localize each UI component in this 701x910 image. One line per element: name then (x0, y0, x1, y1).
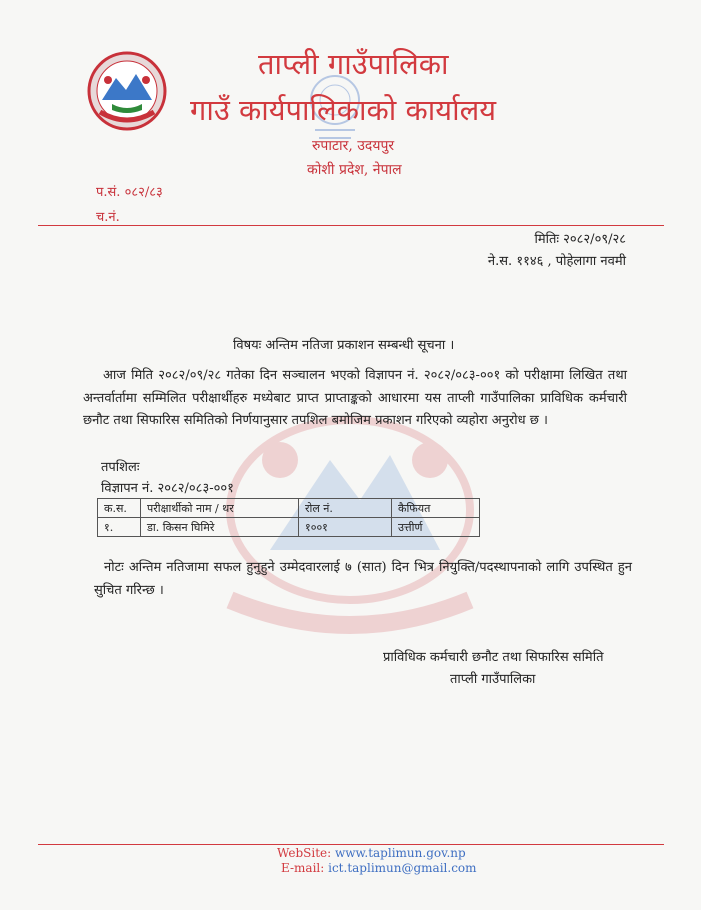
advertisement-number: विज्ञापन नं. २०८२/०८३-००१ (101, 481, 234, 496)
footer-website (277, 846, 466, 860)
notice-subject: विषयः अन्तिम नतिजा प्रकाशन सम्बन्धी सूचना । (233, 338, 455, 353)
address-line-2: कोशी प्रदेश, नेपाल (307, 162, 402, 178)
signatory-municipality: ताप्ली गाउँपालिका (450, 672, 536, 687)
signatory-committee: प्राविधिक कर्मचारी छनौट तथा सिफारिस समिति (383, 650, 604, 665)
notice-body: आज मिति २०८२/०९/२८ गतेका दिन सञ्चालन भएको विज्ञापन नं. २०८२/०८३-००१ को परीक्षामा लिखित तथा अन्तर्वार्तामा सम्मिलित परीक्षार्थीहरु मध्येबाट प्राप्त प्राप्ताङ्कको आधारमा यस ताप्ली गाउँपालिका प्राविधिक कर्मचारी छनौट तथा सिफारिस समितिको निर्णयानुसार तपशिल बमोजिम प्रकाशन गरिएको व्यहोरा अनुरोध छ । (83, 368, 627, 428)
website-link[interactable]: www.taplimun.gov.np (335, 846, 466, 860)
table-header-cell: कैफियत (392, 499, 480, 518)
municipality-name: ताप्ली गाउँपालिका (258, 47, 449, 81)
table-header-cell: क.स. (98, 499, 141, 518)
notice-note: नोटः अन्तिम नतिजामा सफल हुनुहुने उम्मेदवारलाई ७ (सात) दिन भित्र नियुक्ति/पदस्थापनाको लागि उपस्थित हुन सुचित गरिन्छ । (94, 560, 632, 598)
nepal-emblem-icon (86, 50, 168, 132)
table-row (98, 518, 480, 537)
reference-number: प.सं. ०८२/८३ (96, 185, 163, 200)
website-label: WebSite: (277, 846, 332, 860)
date: मितिः २०८२/०९/२८ (534, 232, 626, 247)
footer-divider (38, 844, 664, 845)
table-cell: उत्तीर्ण (392, 518, 480, 537)
table-header-row (98, 499, 480, 518)
office-name: गाउँ कार्यपालिकाको कार्यालय (190, 93, 497, 127)
table-cell: १. (98, 518, 141, 537)
results-table (97, 498, 480, 537)
dispatch-number: च.नं. (96, 210, 120, 225)
footer-email (281, 861, 477, 875)
table-header-cell: परीक्षार्थीको नाम / थर (141, 499, 299, 518)
details-label: तपशिलः (101, 460, 140, 475)
table-cell: १००१ (299, 518, 392, 537)
email-label: E-mail: (281, 861, 325, 875)
address-line-1: रुपाटार, उदयपुर (312, 138, 395, 154)
email-link[interactable]: ict.taplimun@gmail.com (328, 861, 477, 875)
header-divider (38, 225, 664, 226)
table-cell: डा. किसन घिमिरे (141, 518, 299, 537)
table-header-cell: रोल नं. (299, 499, 392, 518)
nepal-sambat-date: ने.स. ११४६ , पोहेलागा नवमी (487, 254, 626, 269)
